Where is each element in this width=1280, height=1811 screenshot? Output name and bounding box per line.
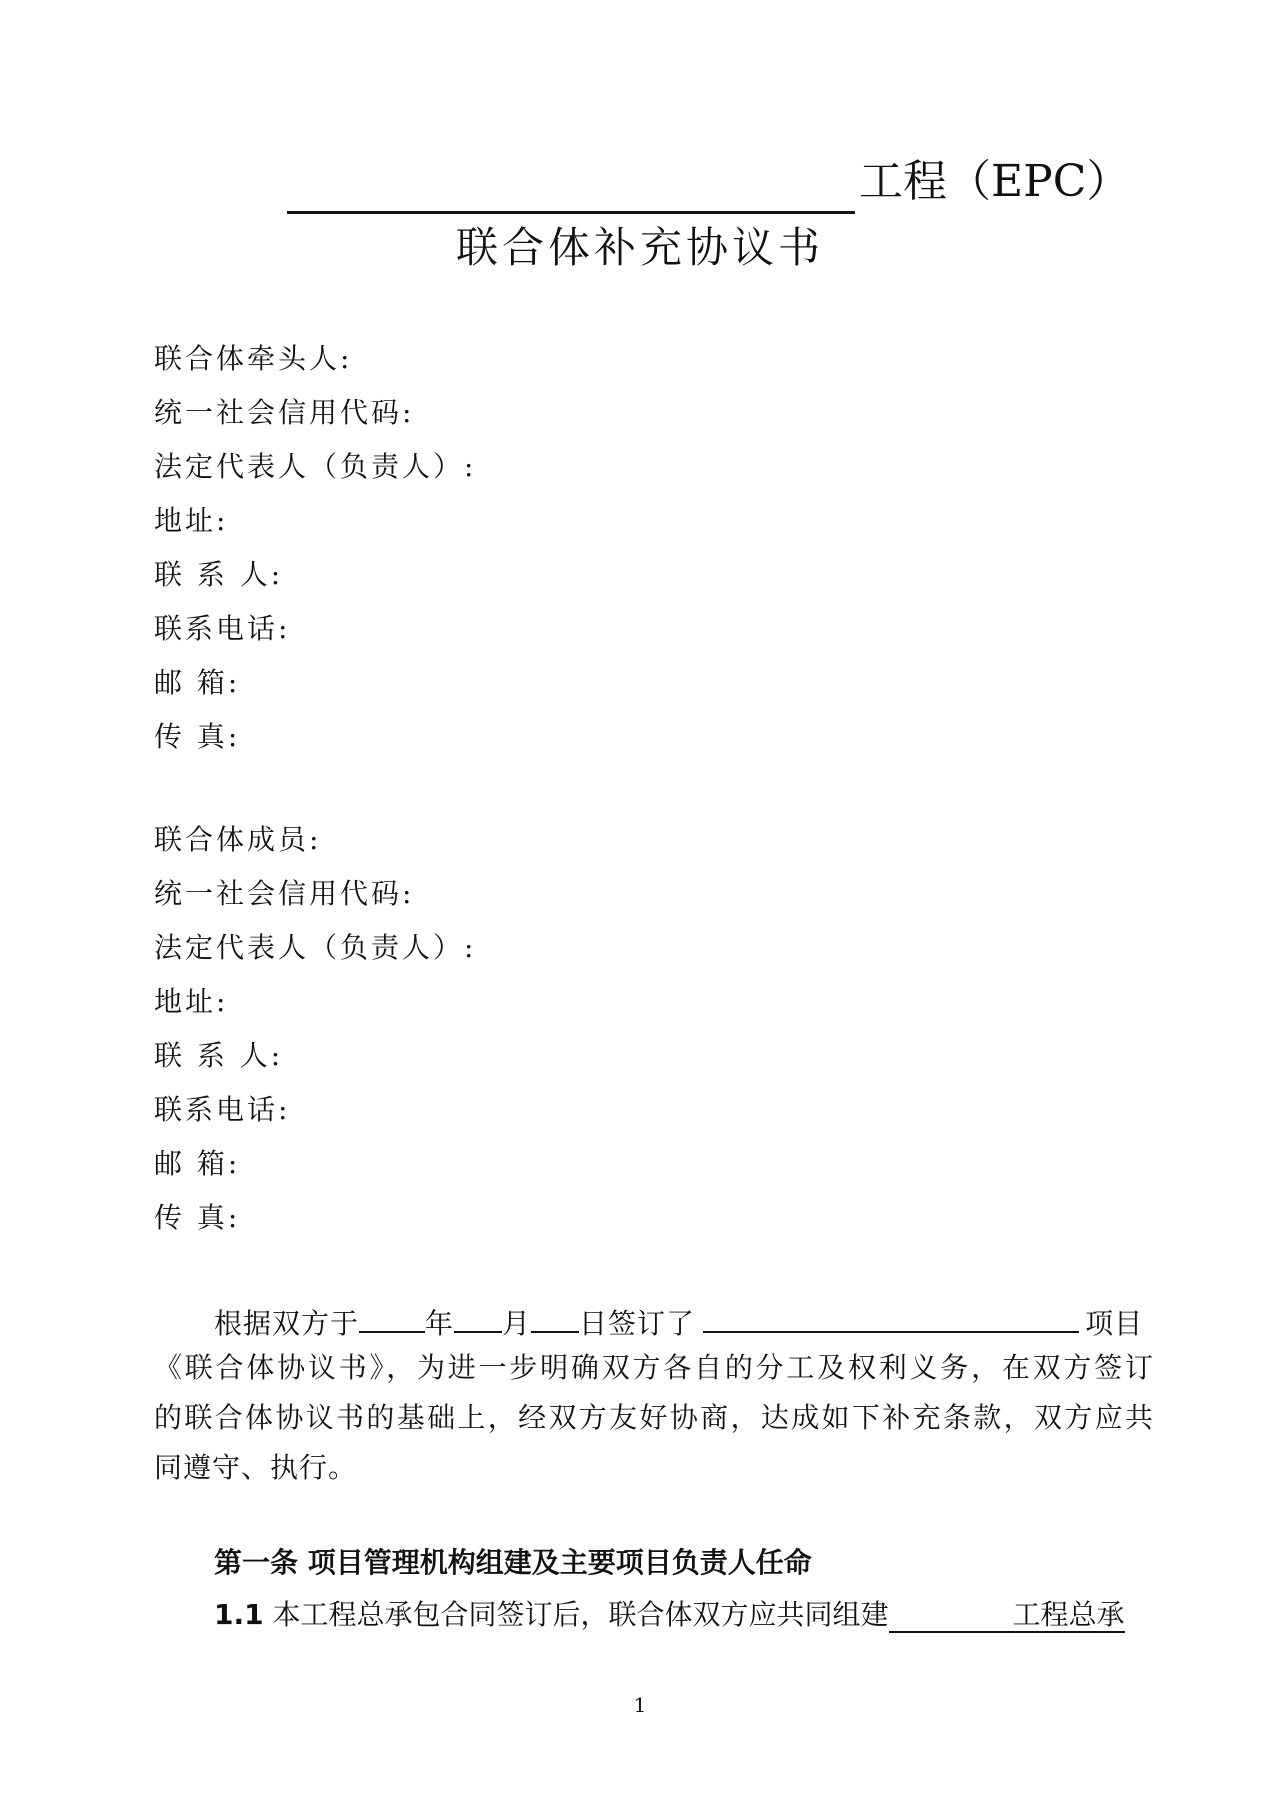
day-blank [531, 1293, 579, 1333]
lead-contact-label: 联 系 人: [154, 558, 284, 591]
member-credit-code-label: 统一社会信用代码: [154, 877, 415, 910]
intro-text-b: 年 [425, 1307, 455, 1340]
article-1-heading: 第一条 项目管理机构组建及主要项目负责人任命 [214, 1546, 812, 1579]
document-title-line1 [287, 150, 1131, 214]
document-title-line2: 联合体补充协议书 [455, 223, 824, 272]
lead-fax-label: 传 真: [154, 720, 241, 753]
intro-text-c: 月 [502, 1307, 532, 1340]
page-number: 1 [633, 1693, 647, 1717]
member-party-label: 联合体成员: [154, 823, 322, 856]
project-name-blank [287, 159, 855, 214]
clause-1-1 [214, 1590, 1154, 1640]
lead-party-info [154, 332, 476, 764]
member-party-info [154, 813, 476, 1245]
member-fax-label: 传 真: [154, 1201, 241, 1234]
lead-address-label: 地址: [154, 504, 229, 537]
member-legal-rep-label: 法定代表人（负责人）: [154, 931, 477, 964]
member-email-label: 邮 箱: [154, 1147, 241, 1180]
intro-text-d: 日签订了 [579, 1307, 696, 1340]
lead-credit-code-label: 统一社会信用代码: [154, 396, 415, 429]
clause-text: 本工程总承包合同签订后，联合体双方应共同组建 [263, 1598, 889, 1631]
title-suffix: 工程（EPC） [859, 156, 1131, 207]
lead-legal-rep-label: 法定代表人（负责人）: [154, 450, 477, 483]
month-blank [454, 1293, 502, 1333]
lead-email-label: 邮 箱: [154, 666, 241, 699]
intro-line-2: 《联合体协议书》，为进一步明确双方各自的分工及权利义务，在双方签订 [154, 1351, 1154, 1384]
intro-text-a: 根据双方于 [214, 1307, 360, 1340]
project-blank [703, 1293, 1079, 1333]
clause-underlined-text: 工程总承 [889, 1598, 1125, 1633]
year-blank [359, 1293, 425, 1333]
member-contact-label: 联 系 人: [154, 1039, 284, 1072]
clause-number: 1.1 [214, 1598, 264, 1631]
intro-line-1 [154, 1293, 1154, 1343]
intro-line-4: 同遵守、执行。 [154, 1451, 358, 1484]
lead-phone-label: 联系电话: [154, 612, 291, 645]
intro-paragraph [154, 1293, 1154, 1493]
member-address-label: 地址: [154, 985, 229, 1018]
intro-text-e: 项目 [1085, 1307, 1144, 1340]
intro-line-3: 的联合体协议书的基础上，经双方友好协商，达成如下补充条款，双方应共 [154, 1401, 1154, 1434]
lead-party-label: 联合体牵头人: [154, 342, 353, 375]
member-phone-label: 联系电话: [154, 1093, 291, 1126]
